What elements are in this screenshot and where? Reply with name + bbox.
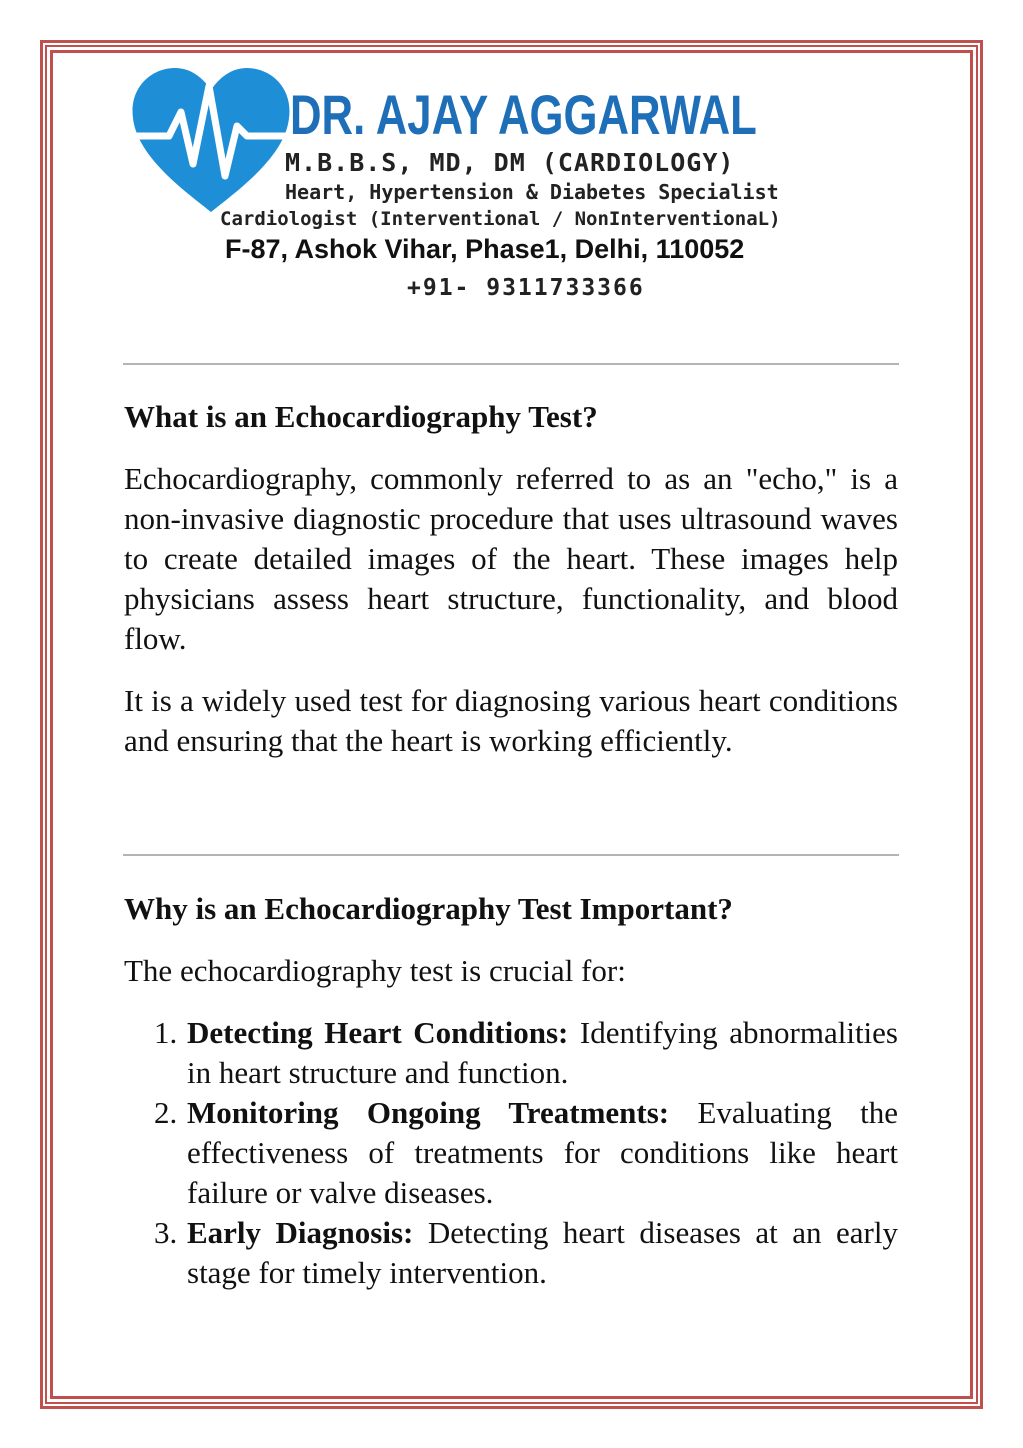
list-item-title: Monitoring Ongoing Treatments: — [187, 1095, 670, 1130]
list-item — [124, 1213, 898, 1293]
importance-list — [124, 1013, 898, 1293]
clinic-phone: +91- 9311733366 — [407, 275, 645, 301]
list-number: 3. — [154, 1215, 178, 1250]
section-why-important — [124, 889, 898, 1293]
section-heading: What is an Echocardiography Test? — [124, 399, 598, 434]
clinic-address: F-87, Ashok Vihar, Phase1, Delhi, 110052 — [225, 234, 745, 264]
list-item-text: Detecting heart diseases at an early stage for timely intervention. — [187, 1215, 898, 1290]
letterhead — [125, 62, 905, 307]
list-number: 1. — [154, 1015, 178, 1050]
doctor-name: DR. AJAY AGGARWAL — [290, 83, 757, 146]
section-what-is-echo — [124, 397, 898, 761]
paragraph: It is a widely used test for diagnosing various heart conditions and ensuring that the heart is working efficiently. — [124, 683, 898, 758]
section-heading: Why is an Echocardiography Test Important? — [124, 891, 733, 926]
list-item — [124, 1013, 898, 1093]
intro-paragraph: The echocardiography test is crucial for: — [124, 953, 626, 988]
list-item-text: Evaluating the effectiveness of treatments for conditions like heart failure or valve diseases. — [187, 1095, 898, 1210]
doctor-degree: M.B.B.S, MD, DM (CARDIOLOGY) — [285, 148, 735, 177]
doctor-cardiology-type: Cardiologist (Interventional / NonInterventionaL) — [220, 208, 781, 230]
list-item-title: Detecting Heart Conditions: — [187, 1015, 569, 1050]
section-divider-2 — [123, 854, 899, 856]
list-item — [124, 1093, 898, 1213]
paragraph: Echocardiography, commonly referred to as an "echo," is a non-invasive diagnostic procedure that uses ultrasound waves to create detailed images of the heart. These images help physicians assess heart structure, functionality, and blood flow. — [124, 461, 898, 656]
list-item-text: Identifying abnormalities in heart structure and function. — [187, 1015, 898, 1090]
doctor-specialty: Heart, Hypertension & Diabetes Specialist — [285, 180, 779, 204]
section-divider-1 — [123, 363, 899, 365]
list-item-title: Early Diagnosis: — [187, 1215, 414, 1250]
heart-pulse-icon — [129, 66, 293, 214]
list-number: 2. — [154, 1095, 178, 1130]
